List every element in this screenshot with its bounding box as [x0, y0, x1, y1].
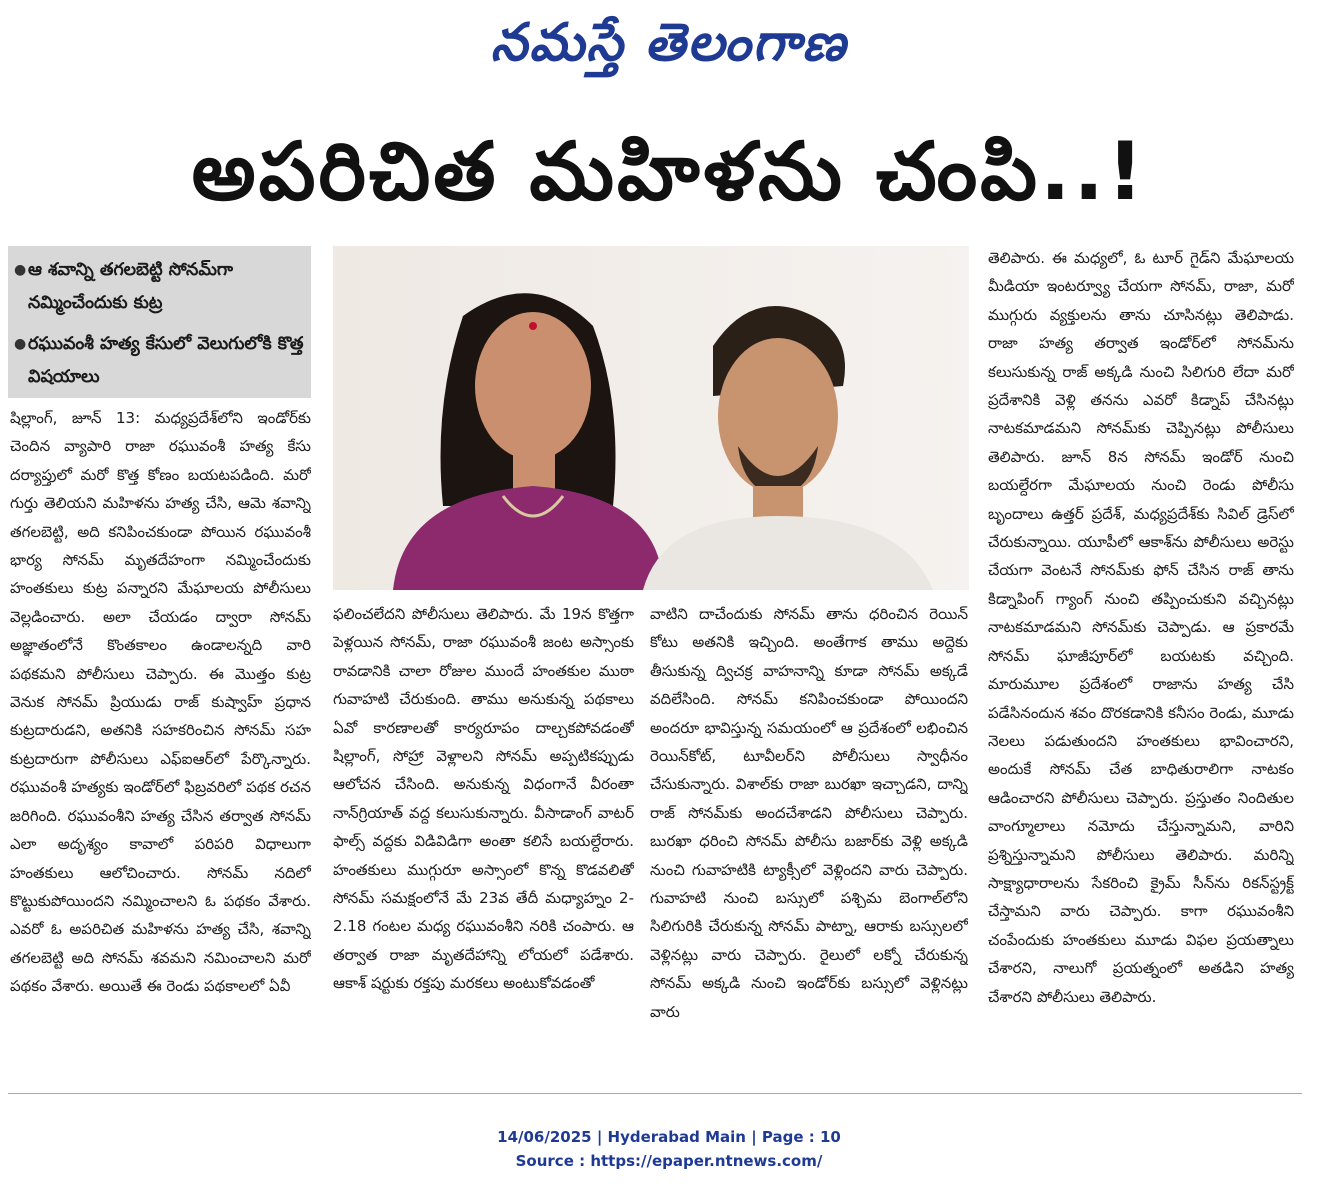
highlight-text: ఆ శవాన్ని తగలబెట్టి సోనమ్‌గా నమ్మించేందుకు కుట్ర: [28, 260, 233, 313]
highlight-item: [14, 328, 305, 394]
couple-photo-illustration: [333, 246, 969, 590]
highlight-item: [14, 254, 305, 320]
bullet-icon: ●: [14, 262, 27, 278]
column-text: వాటిని దాచేందుకు సోనమ్‌ తాను ధరించిన రెయిన్‌ కోటు అతనికి ఇచ్చింది. అంతేగాక తాము అద్దెకు తీసుకున్న ద్విచక్ర వాహనాన్ని కూడా సోనమ్‌ అక్కడే వదిలేసింది. సోనమ్‌ కనిపించకుండా పోయిందని అందరూ భావిస్తున్న సమయంలో ఆ ప్రదేశంలో లభించిన రెయిన్‌కోట్‌, టూవీలర్‌ని పోలీసులు స్వాధీనం చేసుకున్నారు. విశాల్‌కు రాజా బురఖా ఇచ్చాడని, దాన్ని రాజ్‌ సోనమ్‌కు అందచేశాడని పోలీసులు చెప్పారు. బురఖా ధరించి సోనమ్‌ పోలీసు బజార్‌కు వెళ్లి అక్కడి నుంచి గువాహటికి ట్యాక్సీలో వెళ్లిందని వారు చెప్పారు. గువాహటి నుంచి బస్సులో పశ్చిమ బెంగాల్‌లోని సిలిగురికి చేరుకున్న సోనమ్‌ పాట్నా, ఆరాకు బస్సులలో వెళ్లినట్లు వారు చెప్పారు. రైలులో లక్నో చేరుకున్న సోనమ్‌ అక్కడి నుంచి ఇండోర్‌కు బస్సులో వెళ్లినట్లు వారు: [650, 605, 968, 1021]
article-column-3: [650, 600, 968, 1084]
article-column-1: [10, 404, 311, 1084]
source-link[interactable]: Source : https://epaper.ntnews.com/: [515, 1152, 823, 1170]
column-text: తెలిపారు. ఈ మధ్యలో, ఓ టూర్‌ గైడ్‌ని మేఘాలయ మీడియా ఇంటర్వ్యూ చేయగా సోనమ్‌, రాజా, మరో ముగ్గురు వ్యక్తులను తాను చూసినట్లు తెలిపాడు. రాజా హత్య తర్వాత ఇండోర్‌లో సోనమ్‌ను కలుసుకున్న రాజ్‌ అక్కడి నుంచి సిలిగురి లేదా మరో ప్రదేశానికి వెళ్లి తనను ఎవరో కిడ్నాప్‌ చేసినట్లు నాటకమాడమని సోనమ్‌కు చెప్పినట్లు పోలీసులు తెలిపారు. జూన్‌ 8న సోనమ్‌ ఇండోర్‌ నుంచి బయల్దేరగా మేఘాలయ నుంచి రెండు పోలీసు బృందాలు ఉత్తర్‌ ప్రదేశ్‌, మధ్యప్రదేశ్‌కు సివిల్‌ డ్రెస్‌లో చేరుకున్నాయి. యూపీలో ఆకాశ్‌ను పోలీసులు అరెస్టు చేయగా వెంటనే సోనమ్‌కు ఫోన్‌ చేసిన రాజ్‌ తాను కిడ్నాపింగ్‌ గ్యాంగ్‌ నుంచి తప్పించుకుని వచ్చినట్లు నాటకమాడమని సోనమ్‌కు చెప్పాడు. ఆ ప్రకారమే సోనమ్‌ ఘాజీపూర్‌లో బయటకు వచ్చింది. మారుమూల ప్రదేశంలో రాజాను హత్య చేసి పడేసినందున శవం దొరకడానికి కనీసం రెండు, మూడు నెలలు పడుతుందని హంతకులు భావించారని, అందుకే సోనమ్‌ చేత బాధితురాలిగా నాటకం ఆడించారని పోలీసులు చెప్పారు. ప్రస్తుతం నిందితుల వాంగ్మూలాలు నమోదు చేస్తున్నామని, వారిని ప్రశ్నిస్తున్నామని పోలీసులు తెలిపారు. మరిన్ని సాక్ష్యాధారాలను సేకరించి క్రైమ్‌ సీన్‌ను రికన్‌స్ట్రక్ట్‌ చేస్తామని వారు చెప్పారు. కాగా రఘువంశీని చంపేందుకు హంతకులు మూడు విఫల ప్రయత్నాలు చేశారని, నాలుగో ప్రయత్నంలో అతడిని హత్య చేశారని పోలీసులు తెలిపారు.: [988, 249, 1294, 1006]
article-photo: [333, 246, 969, 590]
article-column-4: [988, 244, 1294, 1084]
highlight-text: రఘువంశీ హత్య కేసులో వెలుగులోకి కొత్త విషయాలు: [28, 334, 304, 387]
article-column-2: [333, 600, 634, 1084]
column-text: ఫలించలేదని పోలీసులు తెలిపారు. మే 19న కొత్తగా పెళ్లయిన సోనమ్‌, రాజా రఘువంశీ జంట అస్సాంకు రావడానికి చాలా రోజుల ముందే హంతకుల ముఠా గువాహటి చేరుకుంది. తాము అనుకున్న పథకాలు ఏవో కారణాలతో కార్యరూపం దాల్చకపోవడంతో షిల్లాంగ్‌, సోహ్రా వెళ్లాలని సోనమ్‌ అప్పటికప్పుడు ఆలోచన చేసింది. అనుకున్న విధంగానే వీరంతా నాన్‌గ్రియాత్‌ వద్ద కలుసుకున్నారు. వీసాడాంగ్‌ వాటర్‌ ఫాల్స్‌ వద్దకు విడివిడిగా అంతా కలిసే బయల్దేరారు. హంతకులు ముగ్గురూ అస్సాంలో కొన్న కొడవలితో సోనమ్‌ సమక్షంలోనే మే 23వ తేదీ మధ్యాహ్నం 2-2.18 గంటల మధ్య రఘువంశీని నరికి చంపారు. ఆ తర్వాత రాజా మృతదేహాన్ని లోయలో పడేశారు. ఆకాశ్‌ షర్టుకు రక్తపు మరకలు అంటుకోవడంతో: [333, 605, 634, 993]
column-text: షిల్లాంగ్‌, జూన్‌ 13: మధ్యప్రదేశ్‌లోని ఇండోర్‌కు చెందిన వ్యాపారి రాజా రఘువంశీ హత్య కేసు దర్యాప్తులో మరో కొత్త కోణం బయటపడింది. మరో గుర్తు తెలియని మహిళను హత్య చేసి, ఆమె శవాన్ని తగలబెట్టి, అది కనిపించకుండా పోయిన రఘువంశీ భార్య సోనమ్‌ మృతదేహంగా నమ్మించేందుకు హంతకులు కుట్ర పన్నారని మేఘాలయ పోలీసులు వెల్లడించారు. అలా చేయడం ద్వారా సోనమ్‌ అజ్ఞాతంలోనే కొంతకాలం ఉండాలన్నది వారి పథకమని పోలీసులు చెప్పారు. ఈ మొత్తం కుట్ర వెనుక సోనమ్‌ ప్రియుడు రాజ్‌ కుష్వాహ్‌ ప్రధాన కుట్రదారుడని, అతనికి సహకరించిన సోనమ్‌ సహ కుట్రదారుగా పోలీసులు ఎఫ్‌ఐఆర్‌లో పేర్కొన్నారు. రఘువంశీ హత్యకు ఇండోర్‌లో ఫిబ్రవరిలో పథక రచన జరిగింది. రఘువంశీని హత్య చేసిన తర్వాత సోనమ్‌ ఎలా అదృశ్యం కావాలో పరిపరి విధాలుగా హంతకులు ఆలోచించారు. సోనమ్‌ నదిలో కొట్టుకుపోయిందని నమ్మించాలని ఓ పథకం వేశారు. ఎవరో ఓ అపరిచిత మహిళను హత్య చేసి, శవాన్ని తగలబెట్టి అది సోనమ్‌ శవమని నమించాలని మరో పథకం వేశారు. అయితే ఈ రెండు పథకాలలో ఏవీ: [10, 409, 311, 996]
article-headline: అపరిచిత మహిళను చంపి..!: [191, 125, 1147, 218]
newspaper-masthead: నమస్తే తెలంగాణ: [490, 12, 848, 73]
highlights-box: [8, 246, 311, 398]
bullet-icon: ●: [14, 336, 27, 352]
footer-divider: [8, 1093, 1302, 1094]
edition-info: 14/06/2025 | Hyderabad Main | Page : 10: [497, 1128, 841, 1146]
